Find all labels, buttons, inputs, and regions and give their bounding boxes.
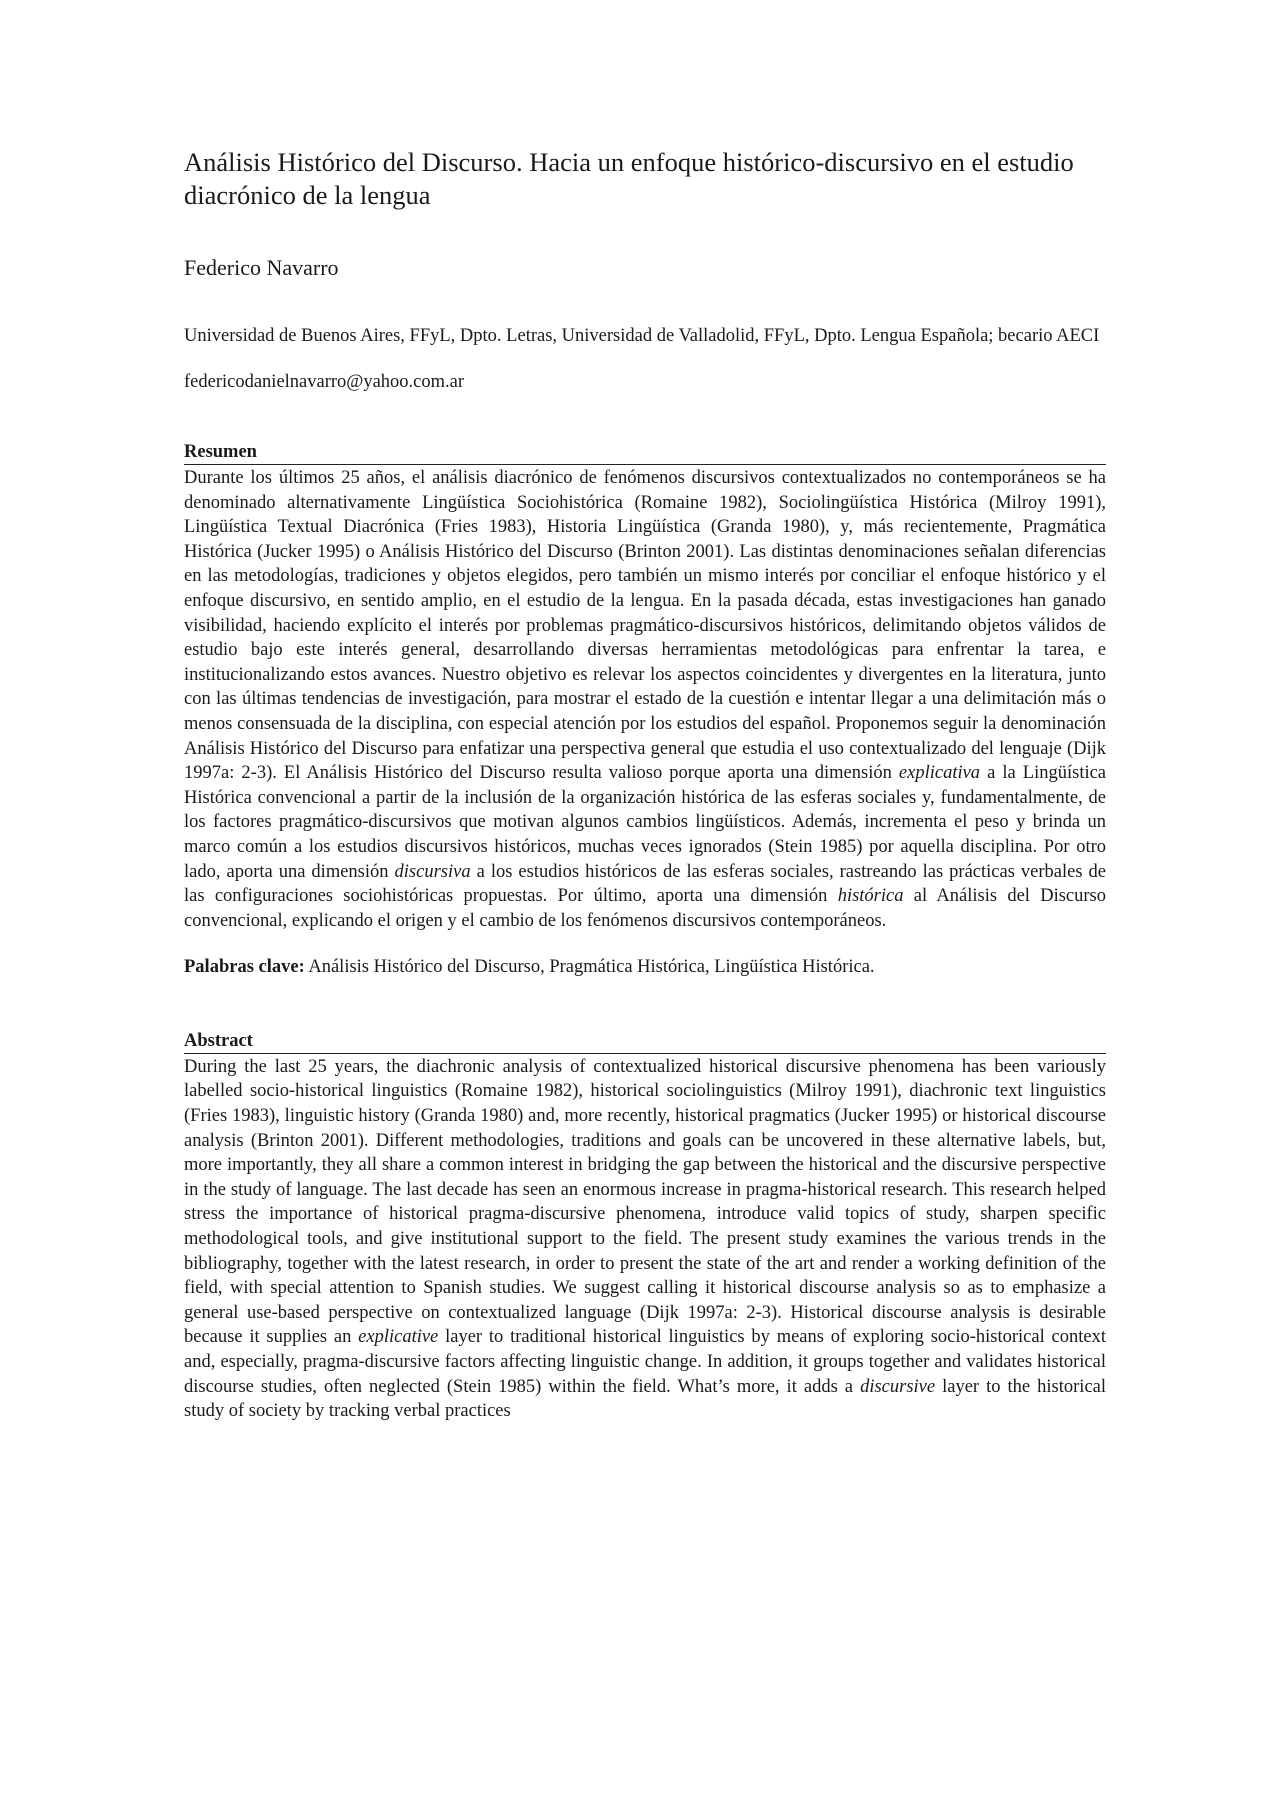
keywords-line: [184, 955, 1106, 980]
resumen-emphasis-1: explicativa: [898, 763, 981, 784]
keywords-text: Análisis Histórico del Discurso, Pragmática Histórica, Lingüística Histórica.: [308, 957, 875, 978]
author-email: federicodanielnavarro@yahoo.com.ar: [184, 372, 465, 392]
resumen-text-3: a los estudios históricos de las esferas sociales, rastreando las prácticas verbales de las configuraciones sociohistóricas propuestas. Por último, aporta una dimensión: [184, 861, 1107, 907]
keywords-label: Palabras clave:: [184, 957, 305, 978]
abstract-text-3: layer to the historical study of society by tracking verbal practices: [184, 1376, 1107, 1422]
abstract-text-2: layer to traditional historical linguistics by means of exploring socio-historical context and, especially, pragma-discursive factors affecting linguistic change. In addition, it groups together and validates historical discourse studies, often neglected (Stein 1985) within the field. What’s more, it adds a: [184, 1327, 1107, 1397]
abstract-emphasis-2: discursive: [860, 1376, 936, 1397]
page-content: [184, 146, 1106, 1424]
resumen-emphasis-2: discursiva: [394, 861, 471, 882]
abstract-paragraph: [184, 1055, 1106, 1424]
abstract-text-1: During the last 25 years, the diachronic analysis of contextualized historical discursive phenomena has been variously labelled socio-historical linguistics (Romaine 1982), historical sociolinguistics (Milroy 1991), diachronic text linguistics (Fries 1983), linguistic history (Granda 1980) and, more recently, historical pragmatics (Jucker 1995) or historical discourse analysis (Brinton 2001). Different methodologies, traditions and goals can be uncovered in these alternative labels, but, more importantly, they all share a common interest in bridging the gap between the historical and the discursive perspective in the study of language. The last decade has seen an enormous increase in pragma-historical research. This research helped stress the importance of historical pragma-discursive phenomena, introduce valid topics of study, sharpen specific methodological tools, and give institutional support to the field. The present study examines the various trends in the bibliography, together with the latest research, in order to present the state of the art and render a working definition of the field, with special attention to Spanish studies. We suggest calling it historical discourse analysis so as to emphasize a general use-based perspective on contextualized language (Dijk 1997a: 2-3). Historical discourse analysis is desirable because it supplies an: [184, 1056, 1106, 1348]
resumen-heading: Resumen: [184, 441, 1106, 465]
abstract-emphasis-1: explicative: [358, 1327, 439, 1348]
abstract-heading: Abstract: [184, 1030, 1106, 1054]
resumen-text-2: a la Lingüística Histórica convencional a partir de la inclusión de la organización histórica de las esferas sociales y, fundamentalmente, de los factores pragmático-discursivos que motivan algunos cambios lingüísticos. Además, incrementa el peso y brinda un marco común a los estudios discursivos históricos, muchas veces ignorados (Stein 1985) por aquella disciplina. Por otro lado, aporta una dimensión: [184, 763, 1107, 882]
resumen-emphasis-3: histórica: [837, 886, 904, 907]
resumen-text-4: al Análisis del Discurso convencional, explicando el origen y el cambio de los fenómenos discursivos contemporáneos.: [184, 886, 1107, 931]
resumen-paragraph: [184, 466, 1106, 933]
paper-title: Análisis Histórico del Discurso. Hacia un enfoque histórico-discursivo en el estudio diacrónico de la lengua: [184, 147, 1074, 210]
author-affiliation: Universidad de Buenos Aires, FFyL, Dpto. Letras, Universidad de Valladolid, FFyL, Dpto. Lengua Española; becario AECI: [184, 326, 1100, 346]
resumen-text-1: Durante los últimos 25 años, el análisis diacrónico de fenómenos discursivos contextualizados no contemporáneos se ha denominado alternativamente Lingüística Sociohistórica (Romaine 1982), Sociolingüística Histórica (Milroy 1991), Lingüística Textual Diacrónica (Fries 1983), Historia Lingüística (Granda 1980), y, más recientemente, Pragmática Histórica (Jucker 1995) o Análisis Histórico del Discurso (Brinton 2001). Las distintas denominaciones señalan diferencias en las metodologías, tradiciones y objetos elegidos, pero también un mismo interés por conciliar el enfoque histórico y el enfoque discursivo, en sentido amplio, en el estudio de la lengua. En la pasada década, estas investigaciones han ganado visibilidad, haciendo explícito el interés por problemas pragmático-discursivos históricos, delimitando objetos válidos de estudio bajo este interés general, desarrollando diversas herramientas metodológicas para enfrentar la tarea, e institucionalizando estos avances. Nuestro objetivo es relevar los aspectos coincidentes y divergentes en la literatura, junto con las últimas tendencias de investigación, para mostrar el estado de la cuestión e intentar llegar a una delimitación más o menos consensuada de la disciplina, con especial atención por los estudios del español. Proponemos seguir la denominación Análisis Histórico del Discurso para enfatizar una perspectiva general que estudia el uso contextualizado del lenguaje (Dijk 1997a: 2-3). El Análisis Histórico del Discurso resulta valioso porque aporta una dimensión: [184, 468, 1106, 784]
author-name: Federico Navarro: [184, 255, 339, 280]
